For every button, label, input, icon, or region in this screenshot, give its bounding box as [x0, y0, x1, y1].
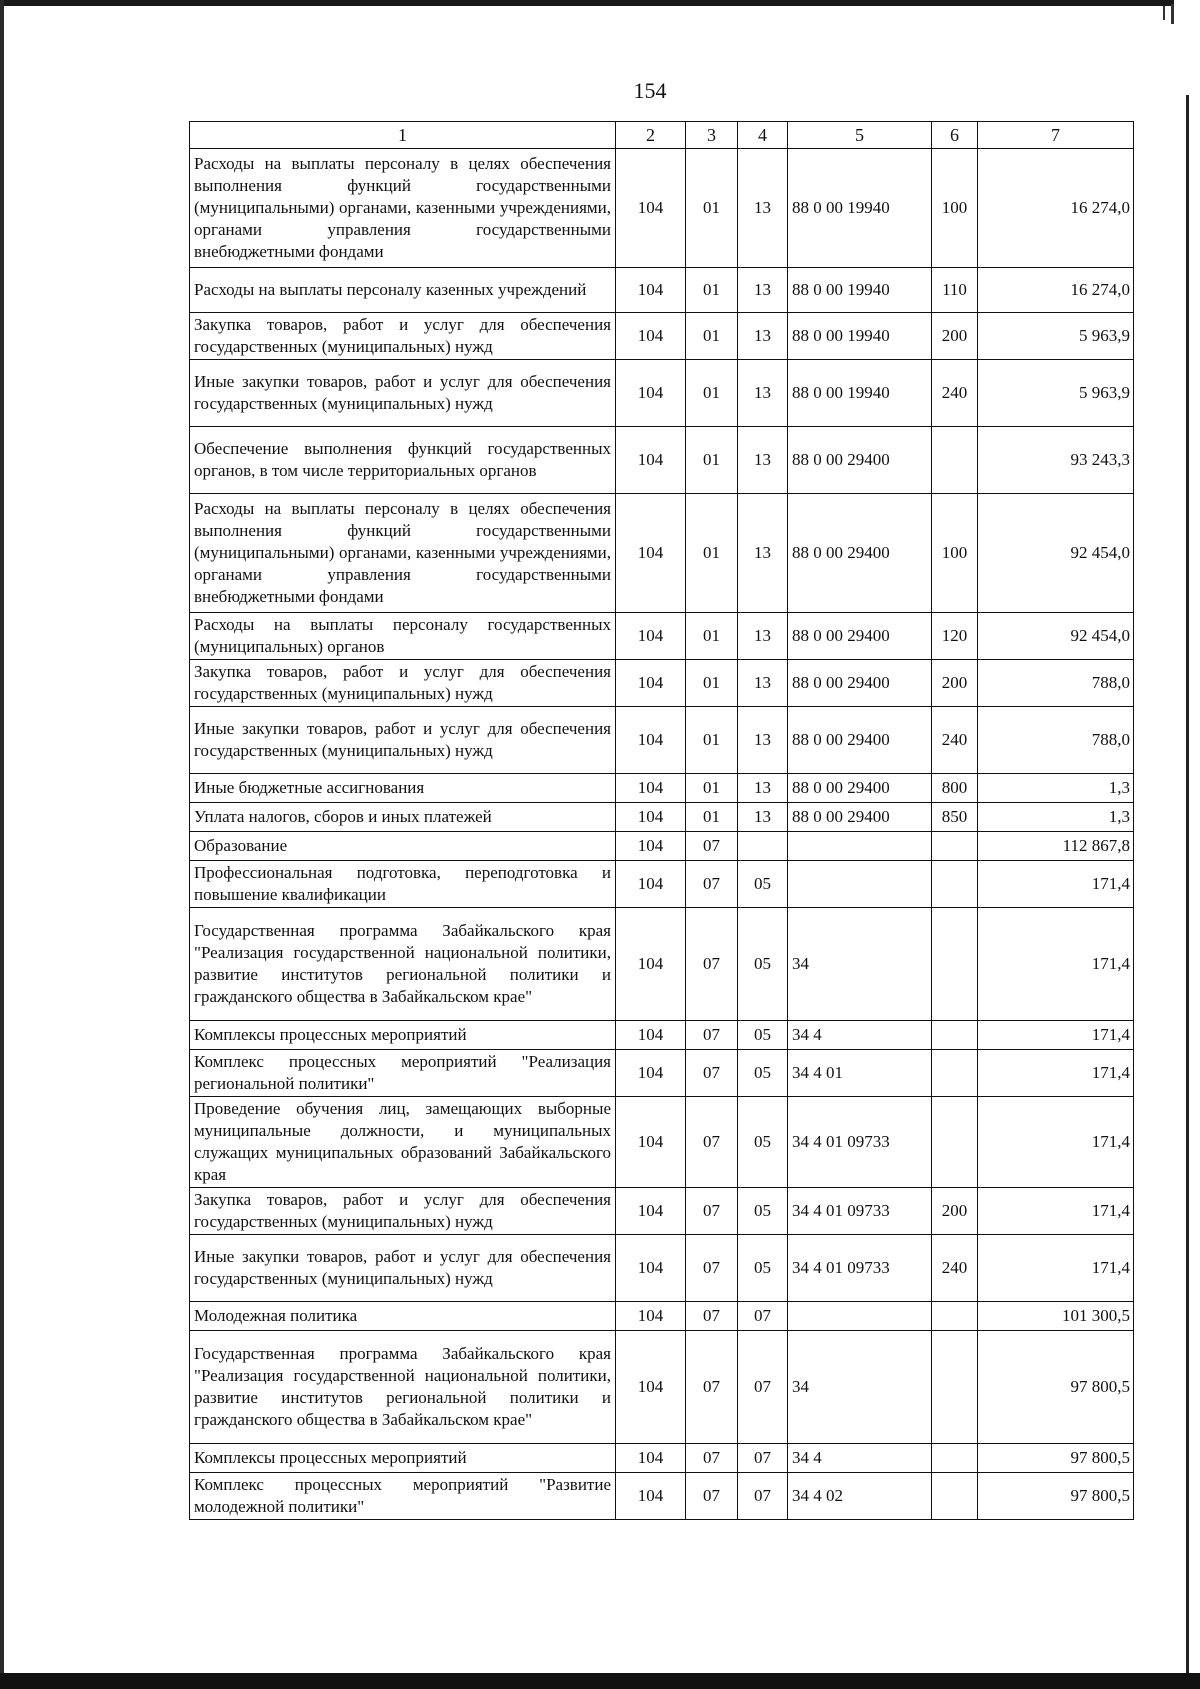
cell-col7: 788,0 — [978, 660, 1134, 707]
cell-col5: 34 — [788, 1331, 932, 1444]
cell-col3: 07 — [686, 1302, 738, 1331]
cell-col3: 07 — [686, 861, 738, 908]
cell-col6 — [932, 1050, 978, 1097]
cell-col2: 104 — [616, 1050, 686, 1097]
cell-col7: 93 243,3 — [978, 427, 1134, 494]
cell-col3: 01 — [686, 360, 738, 427]
column-header: 6 — [932, 122, 978, 149]
table-body — [190, 122, 1134, 1520]
cell-col7: 16 274,0 — [978, 268, 1134, 313]
cell-col2: 104 — [616, 494, 686, 613]
cell-col6: 240 — [932, 360, 978, 427]
cell-col5: 88 0 00 29400 — [788, 660, 932, 707]
cell-col5: 34 4 01 09733 — [788, 1097, 932, 1188]
cell-col7: 5 963,9 — [978, 360, 1134, 427]
cell-col7: 171,4 — [978, 908, 1134, 1021]
table-row — [190, 908, 1134, 1021]
cell-name: Закупка товаров, работ и услуг для обеспечения государственных (муниципальных) нужд — [190, 660, 616, 707]
cell-col5: 34 4 02 — [788, 1473, 932, 1520]
cell-col2: 104 — [616, 832, 686, 861]
cell-col6 — [932, 1302, 978, 1331]
cell-name: Расходы на выплаты персоналу казенных учреждений — [190, 268, 616, 313]
cell-col5: 88 0 00 29400 — [788, 803, 932, 832]
cell-name: Обеспечение выполнения функций государственных органов, в том числе территориальных органов — [190, 427, 616, 494]
cell-col3: 01 — [686, 313, 738, 360]
cell-col7: 112 867,8 — [978, 832, 1134, 861]
cell-col7: 171,4 — [978, 1097, 1134, 1188]
table-row — [190, 832, 1134, 861]
cell-col7: 97 800,5 — [978, 1473, 1134, 1520]
cell-col2: 104 — [616, 1021, 686, 1050]
cell-name: Закупка товаров, работ и услуг для обеспечения государственных (муниципальных) нужд — [190, 313, 616, 360]
cell-col7: 171,4 — [978, 1050, 1134, 1097]
cell-col2: 104 — [616, 149, 686, 268]
cell-col3: 07 — [686, 1473, 738, 1520]
cell-name: Иные бюджетные ассигнования — [190, 774, 616, 803]
cell-col7: 1,3 — [978, 774, 1134, 803]
cell-name: Образование — [190, 832, 616, 861]
cell-col3: 01 — [686, 149, 738, 268]
cell-col4: 13 — [738, 313, 788, 360]
cell-col4: 13 — [738, 803, 788, 832]
cell-name: Комплексы процессных мероприятий — [190, 1021, 616, 1050]
cell-name: Государственная программа Забайкальского края "Реализация государственной национальной политики, развитие институтов региональной политики и гражданского общества в Забайкальском крае" — [190, 908, 616, 1021]
page-number: 154 — [633, 78, 667, 103]
cell-name: Иные закупки товаров, работ и услуг для обеспечения государственных (муниципальных) нужд — [190, 707, 616, 774]
cell-col5: 34 4 01 — [788, 1050, 932, 1097]
cell-col3: 01 — [686, 707, 738, 774]
cell-col5: 88 0 00 29400 — [788, 427, 932, 494]
cell-col5: 88 0 00 19940 — [788, 149, 932, 268]
cell-col6 — [932, 1473, 978, 1520]
table-row — [190, 660, 1134, 707]
cell-col5: 88 0 00 29400 — [788, 774, 932, 803]
table-row — [190, 313, 1134, 360]
cell-col6: 110 — [932, 268, 978, 313]
cell-col3: 07 — [686, 1097, 738, 1188]
table-row — [190, 1097, 1134, 1188]
cell-col7: 5 963,9 — [978, 313, 1134, 360]
column-header: 7 — [978, 122, 1134, 149]
cell-col5: 34 4 01 09733 — [788, 1235, 932, 1302]
cell-col4: 13 — [738, 613, 788, 660]
cell-col2: 104 — [616, 707, 686, 774]
cell-name: Комплекс процессных мероприятий "Реализация региональной политики" — [190, 1050, 616, 1097]
cell-col6: 240 — [932, 1235, 978, 1302]
cell-col7: 92 454,0 — [978, 613, 1134, 660]
cell-col4: 13 — [738, 149, 788, 268]
cell-col2: 104 — [616, 908, 686, 1021]
cell-col4: 07 — [738, 1473, 788, 1520]
cell-col2: 104 — [616, 1473, 686, 1520]
cell-col3: 07 — [686, 832, 738, 861]
cell-col2: 104 — [616, 1302, 686, 1331]
table-row — [190, 1235, 1134, 1302]
column-header: 4 — [738, 122, 788, 149]
cell-col5 — [788, 861, 932, 908]
cell-col4: 13 — [738, 660, 788, 707]
cell-col2: 104 — [616, 660, 686, 707]
table-row — [190, 707, 1134, 774]
cell-col2: 104 — [616, 268, 686, 313]
scan-mark — [1171, 4, 1174, 24]
cell-name: Иные закупки товаров, работ и услуг для обеспечения государственных (муниципальных) нужд — [190, 360, 616, 427]
cell-col4: 05 — [738, 908, 788, 1021]
scan-mark — [1163, 6, 1165, 20]
cell-col3: 01 — [686, 660, 738, 707]
cell-col7: 171,4 — [978, 1235, 1134, 1302]
cell-col2: 104 — [616, 427, 686, 494]
table-row — [190, 1050, 1134, 1097]
cell-col6 — [932, 1444, 978, 1473]
cell-col4: 13 — [738, 494, 788, 613]
cell-col6 — [932, 1097, 978, 1188]
cell-col3: 07 — [686, 1188, 738, 1235]
cell-col4: 13 — [738, 268, 788, 313]
cell-name: Проведение обучения лиц, замещающих выборные муниципальные должности, и муниципальных служащих муниципальных образований Забайкальского края — [190, 1097, 616, 1188]
cell-col5: 88 0 00 29400 — [788, 613, 932, 660]
cell-col5: 88 0 00 19940 — [788, 313, 932, 360]
cell-col4: 13 — [738, 774, 788, 803]
cell-col3: 07 — [686, 1444, 738, 1473]
table-row — [190, 1473, 1134, 1520]
cell-col7: 92 454,0 — [978, 494, 1134, 613]
scan-border-top — [0, 0, 1174, 6]
cell-name: Комплексы процессных мероприятий — [190, 1444, 616, 1473]
table-row — [190, 1021, 1134, 1050]
column-header: 2 — [616, 122, 686, 149]
table-row — [190, 427, 1134, 494]
cell-col6: 120 — [932, 613, 978, 660]
table-row — [190, 1331, 1134, 1444]
cell-col4: 07 — [738, 1331, 788, 1444]
cell-col6: 850 — [932, 803, 978, 832]
cell-col2: 104 — [616, 360, 686, 427]
budget-table — [189, 121, 1134, 1520]
cell-col4 — [738, 832, 788, 861]
table-row — [190, 494, 1134, 613]
cell-col7: 97 800,5 — [978, 1331, 1134, 1444]
cell-col6 — [932, 861, 978, 908]
column-header: 1 — [190, 122, 616, 149]
table-row — [190, 613, 1134, 660]
cell-col6: 100 — [932, 494, 978, 613]
cell-name: Комплекс процессных мероприятий "Развитие молодежной политики" — [190, 1473, 616, 1520]
table-row — [190, 149, 1134, 268]
cell-col6: 200 — [932, 313, 978, 360]
cell-col6 — [932, 1021, 978, 1050]
cell-col3: 01 — [686, 803, 738, 832]
table-row — [190, 268, 1134, 313]
cell-col6: 800 — [932, 774, 978, 803]
table-row — [190, 1444, 1134, 1473]
cell-col2: 104 — [616, 803, 686, 832]
cell-name: Молодежная политика — [190, 1302, 616, 1331]
cell-col7: 1,3 — [978, 803, 1134, 832]
cell-col7: 16 274,0 — [978, 149, 1134, 268]
cell-col4: 05 — [738, 1097, 788, 1188]
table-row — [190, 360, 1134, 427]
cell-col3: 01 — [686, 268, 738, 313]
table-row — [190, 803, 1134, 832]
cell-col5: 34 4 01 09733 — [788, 1188, 932, 1235]
cell-col3: 01 — [686, 494, 738, 613]
cell-col5: 34 — [788, 908, 932, 1021]
scan-border-left — [0, 0, 4, 1689]
cell-name: Уплата налогов, сборов и иных платежей — [190, 803, 616, 832]
table-row — [190, 861, 1134, 908]
cell-col6: 240 — [932, 707, 978, 774]
cell-col3: 07 — [686, 1331, 738, 1444]
cell-col5: 34 4 — [788, 1444, 932, 1473]
cell-col2: 104 — [616, 774, 686, 803]
cell-name: Расходы на выплаты персоналу в целях обеспечения выполнения функций государственными (муниципальными) органами, казенными учреждениями, органами управления государственными внебюджетными фондами — [190, 494, 616, 613]
cell-col2: 104 — [616, 861, 686, 908]
header-row — [190, 122, 1134, 149]
cell-col2: 104 — [616, 1235, 686, 1302]
cell-name: Государственная программа Забайкальского края "Реализация государственной национальной политики, развитие институтов региональной политики и гражданского общества в Забайкальском крае" — [190, 1331, 616, 1444]
cell-col3: 01 — [686, 774, 738, 803]
cell-name: Расходы на выплаты персоналу в целях обеспечения выполнения функций государственными (муниципальными) органами, казенными учреждениями, органами управления государственными внебюджетными фондами — [190, 149, 616, 268]
cell-col4: 05 — [738, 1235, 788, 1302]
table-row — [190, 1188, 1134, 1235]
cell-col2: 104 — [616, 1444, 686, 1473]
cell-col2: 104 — [616, 613, 686, 660]
cell-col5: 88 0 00 19940 — [788, 268, 932, 313]
cell-col5: 88 0 00 19940 — [788, 360, 932, 427]
cell-col4: 05 — [738, 1188, 788, 1235]
cell-col5 — [788, 1302, 932, 1331]
cell-col4: 05 — [738, 1021, 788, 1050]
cell-col6: 200 — [932, 1188, 978, 1235]
cell-col2: 104 — [616, 1097, 686, 1188]
cell-col2: 104 — [616, 1331, 686, 1444]
cell-col2: 104 — [616, 1188, 686, 1235]
cell-col5: 34 4 — [788, 1021, 932, 1050]
cell-col6 — [932, 1331, 978, 1444]
cell-col6 — [932, 908, 978, 1021]
cell-col7: 101 300,5 — [978, 1302, 1134, 1331]
cell-col7: 97 800,5 — [978, 1444, 1134, 1473]
cell-col2: 104 — [616, 313, 686, 360]
cell-col3: 07 — [686, 908, 738, 1021]
cell-col3: 01 — [686, 427, 738, 494]
cell-col7: 171,4 — [978, 1021, 1134, 1050]
cell-col4: 13 — [738, 360, 788, 427]
cell-col4: 07 — [738, 1444, 788, 1473]
cell-col4: 07 — [738, 1302, 788, 1331]
cell-name: Иные закупки товаров, работ и услуг для обеспечения государственных (муниципальных) нужд — [190, 1235, 616, 1302]
cell-name: Расходы на выплаты персоналу государственных (муниципальных) органов — [190, 613, 616, 660]
cell-col7: 171,4 — [978, 861, 1134, 908]
cell-col3: 07 — [686, 1050, 738, 1097]
cell-col7: 171,4 — [978, 1188, 1134, 1235]
table-row — [190, 1302, 1134, 1331]
table-row — [190, 774, 1134, 803]
scan-border-right — [1186, 95, 1189, 1675]
cell-col3: 07 — [686, 1235, 738, 1302]
cell-col6 — [932, 427, 978, 494]
cell-col4: 05 — [738, 861, 788, 908]
cell-col6: 200 — [932, 660, 978, 707]
cell-col6 — [932, 832, 978, 861]
cell-col4: 13 — [738, 707, 788, 774]
cell-col6: 100 — [932, 149, 978, 268]
cell-col4: 05 — [738, 1050, 788, 1097]
cell-col5: 88 0 00 29400 — [788, 494, 932, 613]
cell-col7: 788,0 — [978, 707, 1134, 774]
column-header: 3 — [686, 122, 738, 149]
cell-col5 — [788, 832, 932, 861]
cell-col3: 01 — [686, 613, 738, 660]
scan-border-bottom — [0, 1673, 1200, 1689]
cell-name: Профессиональная подготовка, переподготовка и повышение квалификации — [190, 861, 616, 908]
cell-col5: 88 0 00 29400 — [788, 707, 932, 774]
cell-col3: 07 — [686, 1021, 738, 1050]
cell-col4: 13 — [738, 427, 788, 494]
column-header: 5 — [788, 122, 932, 149]
cell-name: Закупка товаров, работ и услуг для обеспечения государственных (муниципальных) нужд — [190, 1188, 616, 1235]
